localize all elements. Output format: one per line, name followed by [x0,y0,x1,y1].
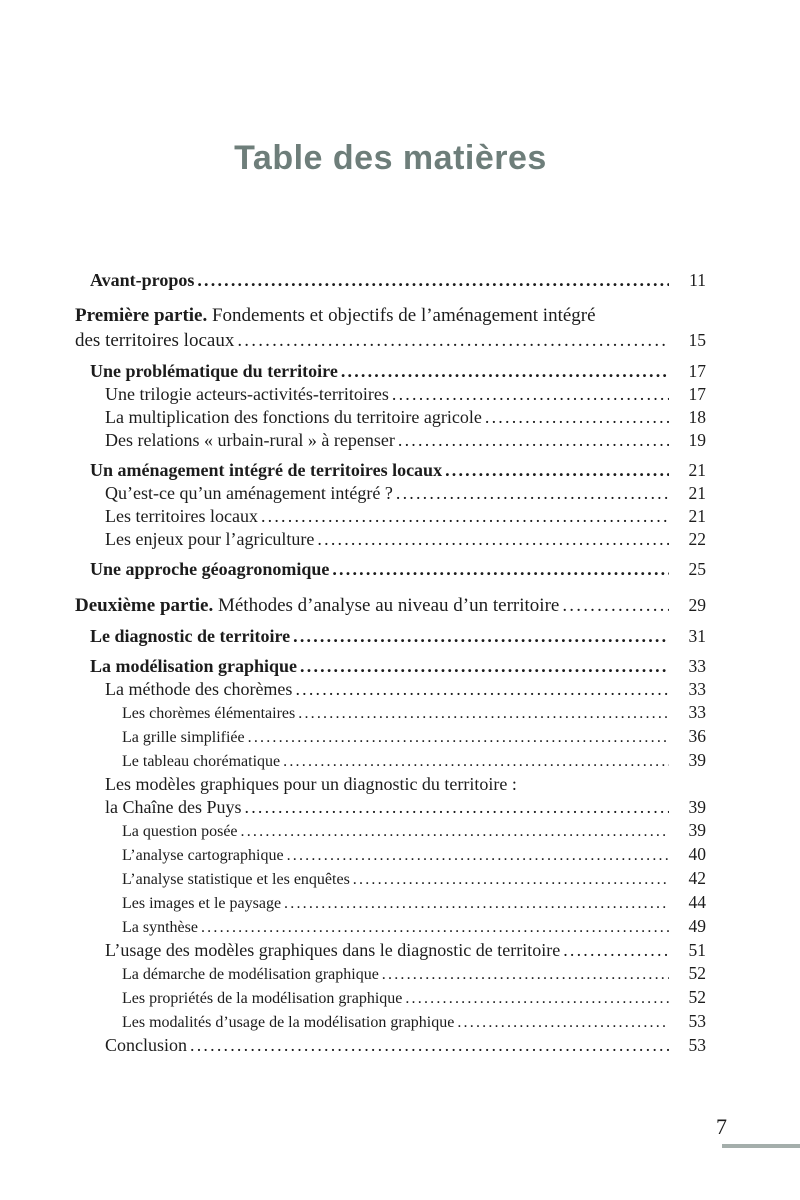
entry-label [105,406,482,429]
entry-page-number: 42 [688,868,706,888]
entry-label [122,820,238,843]
entry-label [90,269,194,292]
entry-label [122,844,284,867]
entry-page-number: 51 [688,940,706,960]
toc-entry [75,625,706,648]
entry-line [122,701,706,725]
entry-page-number: 52 [688,963,706,983]
entry-line-1 [75,304,706,328]
entry-label-continued: des territoires locaux [75,330,235,351]
toc-entry [75,304,706,353]
toc-entry [75,383,706,406]
entry-page-number: 11 [689,270,706,290]
entry-page-number: 33 [688,702,706,722]
entry-label-text: Les enjeux pour l’agriculture [105,529,315,549]
entry-label [122,987,402,1010]
entry-line [90,558,706,581]
dot-leader [353,868,669,891]
entry-label [105,528,314,551]
entry-page-number: 21 [688,483,706,503]
entry-page-number: 21 [688,460,706,480]
entry-line [90,269,706,292]
folio-page-number: 7 [716,1114,727,1139]
entry-part-prefix: Deuxième partie. [75,595,214,616]
dot-leader [241,820,669,843]
dot-leader [298,702,669,725]
entry-line [122,915,706,939]
toc-entry [75,528,706,551]
toc-entry [75,459,706,482]
entry-label-text: L’analyse statistique et les enquêtes [122,871,350,888]
entry-line [122,725,706,749]
entry-label-text: La question posée [122,823,238,840]
entry-label-text: Le tableau chorématique [122,753,281,770]
entry-line [90,625,706,648]
toc-entry [75,593,706,618]
entry-label [75,305,596,326]
dot-leader [382,963,669,986]
entry-page-number: 15 [688,330,706,350]
entry-label-text: La démarche de modélisation graphique [122,966,379,983]
entry-line [75,593,706,618]
entry-page-number: 25 [688,559,706,579]
dot-leader [287,844,669,867]
entry-label [105,482,393,505]
dot-leader [563,939,669,962]
entry-line-1 [105,773,706,796]
entry-page-number: 49 [688,916,706,936]
dot-leader [398,429,669,452]
dot-leader [248,726,669,749]
toc-entry [75,773,706,819]
entry-line [90,360,706,383]
entry-label [105,939,560,962]
entry-label [122,868,350,891]
entry-line [105,429,706,452]
entry-label-text: Fondements et objectifs de l’aménagement intégré [211,305,596,326]
entry-label-text: Les modèles graphiques pour un diagnostic du territoire : [105,774,517,794]
entry-page-number: 18 [688,407,706,427]
entry-line [122,891,706,915]
entry-page-number: 52 [688,987,706,1007]
entry-line-2 [75,328,706,353]
dot-leader [392,383,669,406]
dot-leader [190,1034,669,1057]
dot-leader [201,916,669,939]
dot-leader [197,269,669,292]
entry-label-text: Les modalités d’usage de la modélisation graphique [122,1014,455,1031]
dot-leader [261,505,669,528]
entry-page-number: 22 [688,529,706,549]
dot-leader [332,558,669,581]
toc-entry [75,843,706,867]
entry-label-text: Les images et le paysage [122,895,282,912]
entry-line [122,749,706,773]
toc-entry [75,986,706,1010]
entry-line [122,1010,706,1034]
entry-label-text: La méthode des chorèmes [105,679,293,699]
toc-entry [75,1034,706,1057]
entry-label-text: Des relations « urbain-rural » à repenser [105,430,395,450]
entry-label-text: Les territoires locaux [105,506,258,526]
entry-line-2 [105,796,706,819]
entry-label-text: La multiplication des fonctions du territoire agricole [105,407,482,427]
toc-entry [75,962,706,986]
entry-page-number: 31 [688,626,706,646]
entry-label [90,558,329,581]
dot-leader [237,329,669,353]
entry-page-number: 39 [688,820,706,840]
entry-label-text: L’usage des modèles graphiques dans le diagnostic de territoire [105,940,561,960]
entry-label [122,963,379,986]
entry-label-text: Une problématique du territoire [90,361,338,381]
toc-list [75,269,706,1057]
toc-entry [75,360,706,383]
entry-line [90,459,706,482]
entry-label [122,1011,454,1034]
page-title: Table des matières [234,139,547,177]
dot-leader [245,796,670,819]
dot-leader [284,892,669,915]
entry-label [90,360,338,383]
dot-leader [341,360,669,383]
toc-entry [75,891,706,915]
toc-entry [75,678,706,701]
entry-line [105,528,706,551]
entry-label [105,429,395,452]
dot-leader [300,655,669,678]
entry-label-text: Qu’est-ce qu’un aménagement intégré ? [105,483,393,503]
toc-entry [75,819,706,843]
entry-label [122,916,198,939]
entry-label [105,1034,187,1057]
dot-leader [405,987,669,1010]
entry-page-number: 17 [688,384,706,404]
toc-entry [75,725,706,749]
entry-line [105,939,706,962]
entry-page-number: 29 [688,595,706,615]
entry-label-text: Les propriétés de la modélisation graphique [122,990,403,1007]
entry-label-text: Une trilogie acteurs-activités-territoires [105,384,389,404]
entry-line [105,383,706,406]
toc-entry [75,939,706,962]
toc-entry [75,915,706,939]
entry-line [122,867,706,891]
toc-entry [75,406,706,429]
entry-label-text: L’analyse cartographique [122,847,284,864]
entry-page-number: 17 [688,361,706,381]
entry-page-number: 33 [688,679,706,699]
dot-leader [317,528,669,551]
entry-label [122,892,281,915]
entry-page-number: 53 [688,1035,706,1055]
entry-label-text: Les chorèmes élémentaires [122,705,296,722]
entry-label [105,505,258,528]
entry-label-text: La modélisation graphique [90,656,298,676]
entry-page-number: 33 [688,656,706,676]
dot-leader [485,406,669,429]
entry-label-text: Un aménagement intégré de territoires locaux [90,460,443,480]
entry-line [105,505,706,528]
entry-label [75,594,559,618]
entry-page-number: 40 [688,844,706,864]
page-content [0,141,800,1057]
entry-page-number: 19 [688,430,706,450]
entry-page-number: 39 [688,797,706,817]
entry-label-text: Une approche géoagronomique [90,559,330,579]
entry-part-prefix: Première partie. [75,305,208,326]
entry-line [122,986,706,1010]
entry-page-number: 36 [688,726,706,746]
entry-page-number: 39 [688,750,706,770]
entry-line [122,843,706,867]
dot-leader [562,594,669,618]
toc-entry [75,749,706,773]
entry-label-text: La synthèse [122,919,198,936]
entry-line [122,962,706,986]
entry-label-text: Avant-propos [90,270,195,290]
toc-entry [75,655,706,678]
entry-line [122,819,706,843]
entry-label [105,678,292,701]
entry-line [105,406,706,429]
entry-line [90,655,706,678]
entry-label [90,459,442,482]
entry-label [105,383,389,406]
entry-label-text: Méthodes d’analyse au niveau d’un territoire [217,595,560,616]
entry-line [105,1034,706,1057]
dot-leader [445,459,669,482]
toc-entry [75,482,706,505]
toc-entry [75,558,706,581]
entry-label-text: Conclusion [105,1035,188,1055]
entry-page-number: 44 [688,892,706,912]
toc-entry [75,429,706,452]
dot-leader [457,1011,669,1034]
toc-entry [75,867,706,891]
toc-entry [75,1010,706,1034]
dot-leader [295,678,669,701]
entry-page-number: 53 [688,1011,706,1031]
entry-line [105,678,706,701]
dot-leader [396,482,669,505]
dot-leader [283,750,669,773]
entry-label [122,726,245,749]
entry-label [105,774,517,794]
toc-entry [75,701,706,725]
dot-leader [293,625,669,648]
footer-rule [722,1144,800,1148]
entry-label-continued: la Chaîne des Puys [105,797,242,817]
entry-label-text: La grille simplifiée [122,729,245,746]
toc-entry [75,269,706,292]
entry-label [90,655,297,678]
entry-label [90,625,290,648]
entry-label [122,750,280,773]
entry-line [105,482,706,505]
entry-page-number: 21 [688,506,706,526]
entry-label [122,702,295,725]
toc-entry [75,505,706,528]
entry-label-text: Le diagnostic de territoire [90,626,291,646]
